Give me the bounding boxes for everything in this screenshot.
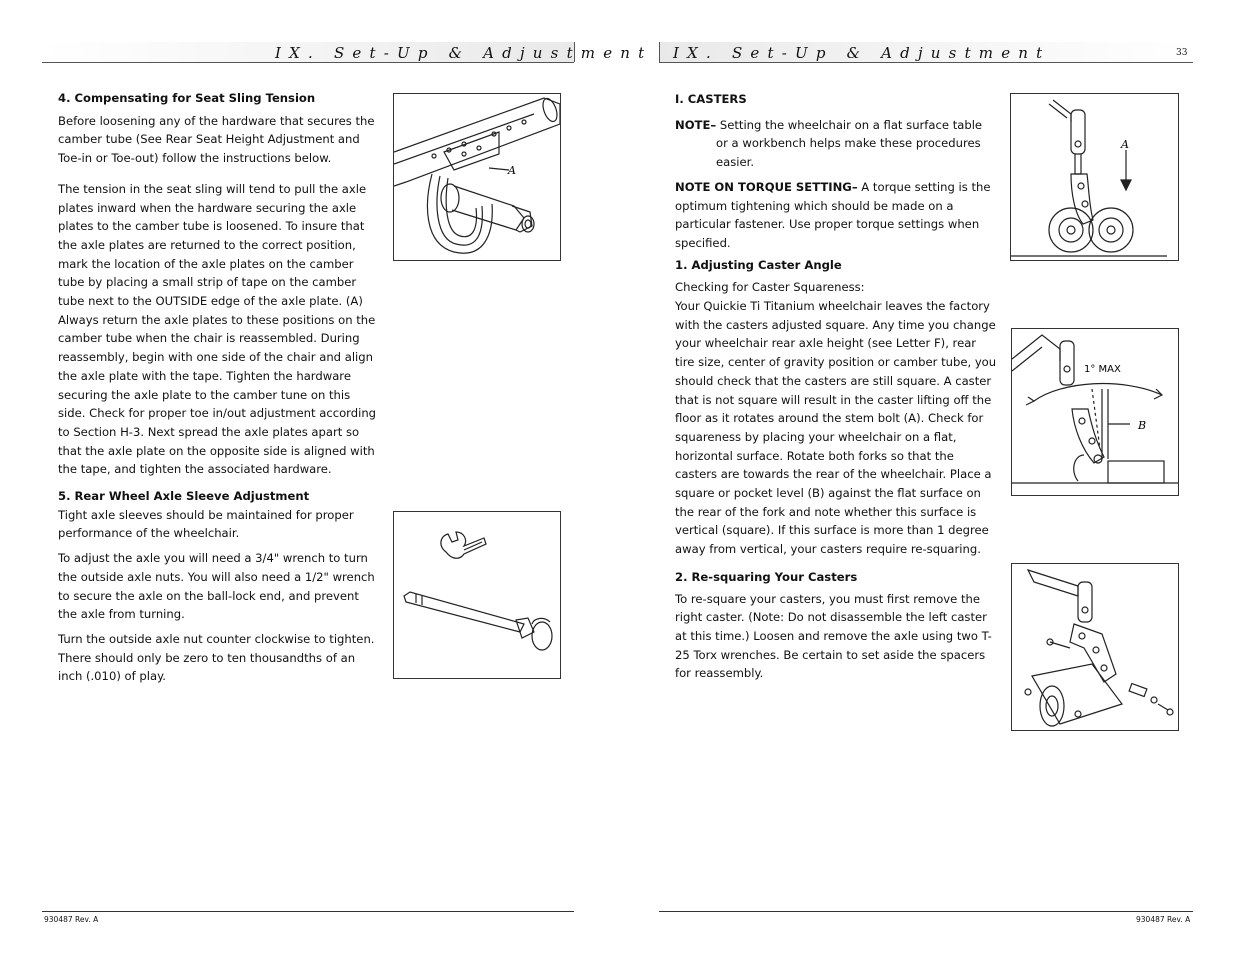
footer-revision: 930487 Rev. A	[44, 915, 99, 924]
section-heading: 1. Adjusting Caster Angle	[675, 257, 842, 272]
section-heading: 4. Compensating for Seat Sling Tension	[58, 91, 316, 105]
torque-text: A torque setting is the optimum tightening which should be made on a particular fastener. Use proper torque settings when specified.	[675, 179, 991, 250]
axle-wrench-drawing	[394, 512, 560, 678]
caster-figure	[1010, 93, 1179, 261]
paragraph: Checking for Caster Squareness:	[675, 280, 865, 295]
section-heading: 2. Re-squaring Your Casters	[675, 569, 858, 584]
header-title: IX. Set-Up & Adjustment	[275, 44, 653, 62]
footer-revision: 930487 Rev. A	[1136, 915, 1191, 924]
section-heading: 5. Rear Wheel Axle Sleeve Adjustment	[58, 489, 310, 504]
text-column	[675, 90, 997, 683]
note-label: NOTE–	[675, 117, 717, 132]
section-heading: I. CASTERS	[675, 92, 747, 106]
exploded-caster-drawing	[1012, 564, 1178, 730]
max-angle-label: 1° MAX	[1084, 364, 1121, 375]
callout-b: B	[1138, 419, 1147, 432]
paragraph: To adjust the axle you will need a 3/4" wrench to turn the outside axle nuts. You will also need a 1/2" wrench to secure the axle on the ball-lock end, and prevent the axle from turning.	[58, 551, 375, 622]
paragraph: Your Quickie Ti Titanium wheelchair leaves the factory with the casters adjusted square. Any time you change your wheelchair rear axle height (see Letter F), rear tire size, center of gravity position or camber tube, you should check that the casters are still square. A caster that is not square will result in the caster lifting off the floor as it rotates around the stem bolt (A). Check for squareness by placing your wheelchair on a flat, horizontal surface. Rotate both forks so that the casters are towards the rear of the wheelchair. Place a square or pocket level (B) against the flat surface on the rear of the fork and note whether this surface is vertical (square). If this surface is more than 1 degree away from vertical, your casters require re-squaring.	[675, 299, 997, 557]
paragraph: To re-square your casters, you must first remove the right caster. (Note: Do not disassemble the left caster at this time.) Loosen and remove the axle using two T-25 Torx wrenches. Be certain to set aside the spacers for reassembly.	[675, 591, 992, 681]
caster-drawing	[1011, 94, 1178, 260]
paragraph: Before loosening any of the hardware that secures the camber tube (See Rear Seat Height Adjustment and Toe-in or Toe-out) follow the instructions below.	[58, 113, 375, 166]
note-text: Setting the wheelchair on a flat surface table or a workbench helps make these procedures easier.	[716, 117, 983, 170]
paragraph: Turn the outside axle nut counter clockwise to tighten. There should only be zero to ten thousandths of an inch (.010) of play.	[58, 631, 375, 684]
wrench-icon	[441, 532, 486, 558]
exploded-caster-figure	[1011, 563, 1179, 731]
caster-squareness-drawing	[1012, 329, 1178, 495]
paragraph: The tension in the seat sling will tend to pull the axle plates inward when the hardware securing the axle plates to the camber tube is loosened. To insure that the axle plates are returned to the correct position, mark the location of the axle plates on the camber tube by placing a small strip of tape on the camber tube next to the OUTSIDE edge of the axle plate. (A) Always return the axle plates to these positions on the camber tube when the chair is reassembled. During reassembly, begin with one side of the chair and align the axle plate with the tape. Tighten the hardware securing the axle plate to the camber tune on this side. Check for proper toe in/out adjustment according to Section H-3. Next spread the axle plates apart so that the axle plate on the opposite side is aligned with the tape, and tighten the associated hardware.	[58, 181, 377, 477]
note	[675, 116, 997, 172]
torque-label: NOTE ON TORQUE SETTING–	[675, 179, 858, 194]
axle-icon	[404, 592, 552, 650]
camber-tube-drawing	[394, 94, 560, 260]
paragraph: Tight axle sleeves should be maintained for proper performance of the wheelchair.	[58, 507, 354, 541]
header-title: IX. Set-Up & Adjustment	[673, 44, 1051, 62]
torque-note	[675, 178, 997, 253]
axle-wrench-figure	[393, 511, 561, 679]
text-column	[58, 89, 380, 686]
caster-squareness-figure	[1011, 328, 1179, 496]
callout-a: A	[508, 164, 516, 177]
callout-a: A	[1121, 138, 1129, 151]
camber-tube-figure	[393, 93, 561, 261]
page-number: 33	[1176, 48, 1188, 58]
right-page	[618, 0, 1235, 954]
